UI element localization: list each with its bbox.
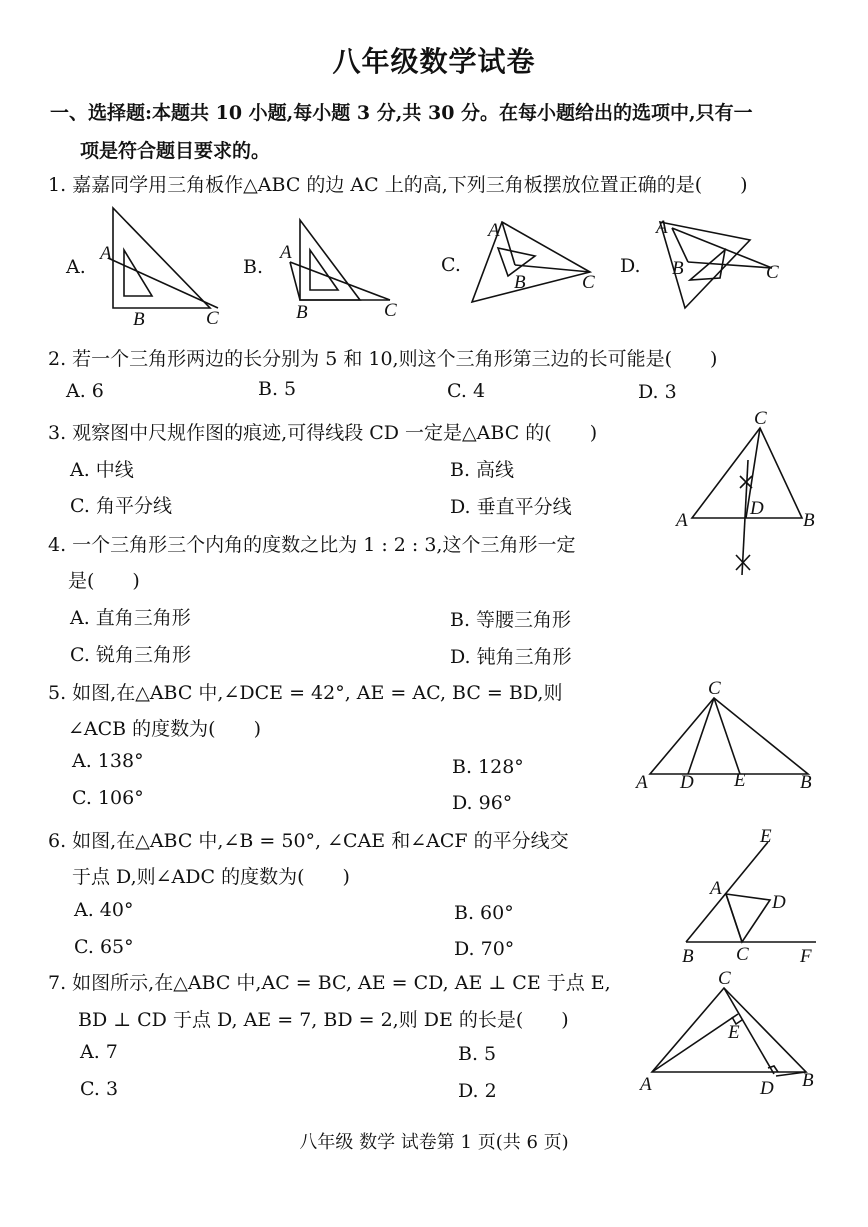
q1d-label-a: A (656, 217, 668, 238)
q5-option-b: B. 128° (452, 756, 524, 778)
q6-label-f: F (800, 946, 812, 967)
q3-label-b: B (803, 510, 815, 531)
q3-option-a: A. 中线 (70, 459, 134, 481)
q5-option-a: A. 138° (72, 750, 144, 772)
question-1-stem: 1. 嘉嘉同学用三角板作△ABC 的边 AC 上的高,下列三角板摆放位置正确的是( ) (48, 174, 748, 196)
q6-option-c: C. 65° (74, 936, 134, 958)
question-7-stem: 7. 如图所示,在△ABC 中,AC = BC, AE = CD, AE ⊥ CE 于点 E, (48, 972, 611, 994)
q2-option-d: D. 3 (638, 381, 677, 403)
q1a-label-c: C (206, 308, 219, 329)
q5-label-d: D (680, 772, 694, 793)
q1d-label-b: B (672, 258, 684, 279)
page-title: 八年级数学试卷 (332, 45, 536, 78)
q1a-label-b: B (133, 309, 145, 330)
q6-label-c: C (736, 944, 749, 965)
question-5-stem-cont: ∠ACB 的度数为( ) (68, 718, 262, 740)
q1-option-d: D. (620, 255, 641, 277)
q1-option-a: A. (66, 256, 86, 278)
q1-figure-b (278, 220, 397, 323)
q7-option-a: A. 7 (80, 1041, 118, 1063)
q6-label-b: B (682, 946, 694, 967)
q4-option-c: C. 锐角三角形 (70, 644, 191, 666)
q7-label-a: A (640, 1074, 652, 1095)
q5-label-a: A (636, 772, 648, 793)
q1a-label-a: A (100, 243, 112, 264)
q1-figures (60, 200, 850, 330)
question-6-stem: 6. 如图,在△ABC 中,∠B = 50°, ∠CAE 和∠ACF 的平分线交 (48, 830, 569, 852)
q3-label-d: D (750, 498, 764, 519)
q1c-label-c: C (582, 272, 595, 293)
q1c-label-b: B (514, 272, 526, 293)
q1-figure-c (472, 220, 595, 302)
q5-label-b: B (800, 772, 812, 793)
q6-label-d: D (772, 892, 786, 913)
q6-label-a: A (710, 878, 722, 899)
q3-option-c: C. 角平分线 (70, 495, 172, 517)
q3-figure (670, 410, 830, 580)
q6-figure (670, 822, 830, 972)
page-footer: 八年级 数学 试卷第 1 页(共 6 页) (299, 1132, 569, 1153)
q7-label-d: D (760, 1078, 774, 1099)
q4-option-d: D. 钝角三角形 (450, 646, 572, 668)
q7-figure (630, 968, 830, 1108)
q7-label-b: B (802, 1070, 814, 1091)
q1-figure-d (654, 217, 779, 308)
q5-label-c: C (708, 678, 721, 699)
q1-figure-a (98, 208, 219, 330)
q7-option-d: D. 2 (458, 1080, 497, 1102)
question-6-stem-cont: 于点 D,则∠ADC 的度数为( ) (72, 866, 350, 888)
question-3-stem: 3. 观察图中尺规作图的痕迹,可得线段 CD 一定是△ABC 的( ) (48, 422, 598, 444)
q6-label-e: E (760, 826, 772, 847)
q1b-label-c: C (384, 300, 397, 321)
section-heading-cont: 项是符合题目要求的。 (80, 140, 271, 162)
q3-option-b: B. 高线 (450, 459, 515, 481)
q7-label-c: C (718, 968, 731, 989)
question-4-stem: 4. 一个三角形三个内角的度数之比为 1 : 2 : 3,这个三角形一定 (48, 534, 576, 556)
q1-option-c: C. (441, 254, 461, 276)
section-heading: 一、选择题:本题共 10 小题,每小题 3 分,共 30 分。在每小题给出的选项中,只有一 (50, 102, 753, 124)
q5-figure (630, 676, 830, 796)
q5-label-e: E (734, 770, 746, 791)
q7-option-b: B. 5 (458, 1043, 497, 1065)
q7-option-c: C. 3 (80, 1078, 119, 1100)
q3-label-a: A (676, 510, 688, 531)
q1c-label-a: A (488, 220, 500, 241)
question-7-stem-cont: BD ⊥ CD 于点 D, AE = 7, BD = 2,则 DE 的长是( ) (78, 1009, 569, 1031)
question-2-stem: 2. 若一个三角形两边的长分别为 5 和 10,则这个三角形第三边的长可能是( ) (48, 348, 718, 370)
q2-option-b: B. 5 (258, 378, 297, 400)
q3-label-c: C (754, 410, 767, 429)
q4-option-a: A. 直角三角形 (70, 607, 191, 629)
q1b-label-b: B (296, 302, 308, 323)
q6-option-a: A. 40° (74, 899, 134, 921)
q4-option-b: B. 等腰三角形 (450, 609, 572, 631)
q6-option-d: D. 70° (454, 938, 515, 960)
q1b-label-a: A (280, 242, 292, 263)
q7-label-e: E (728, 1022, 740, 1043)
q3-option-d: D. 垂直平分线 (450, 496, 572, 518)
question-5-stem: 5. 如图,在△ABC 中,∠DCE = 42°, AE = AC, BC = BD,则 (48, 682, 563, 704)
q1-option-b: B. (243, 256, 264, 278)
q6-option-b: B. 60° (454, 902, 514, 924)
q5-option-d: D. 96° (452, 792, 513, 814)
q1d-label-c: C (766, 262, 779, 283)
q5-option-c: C. 106° (72, 787, 144, 809)
q2-option-c: C. 4 (447, 380, 486, 402)
q2-option-a: A. 6 (66, 380, 104, 402)
question-4-stem-cont: 是( ) (68, 570, 140, 592)
